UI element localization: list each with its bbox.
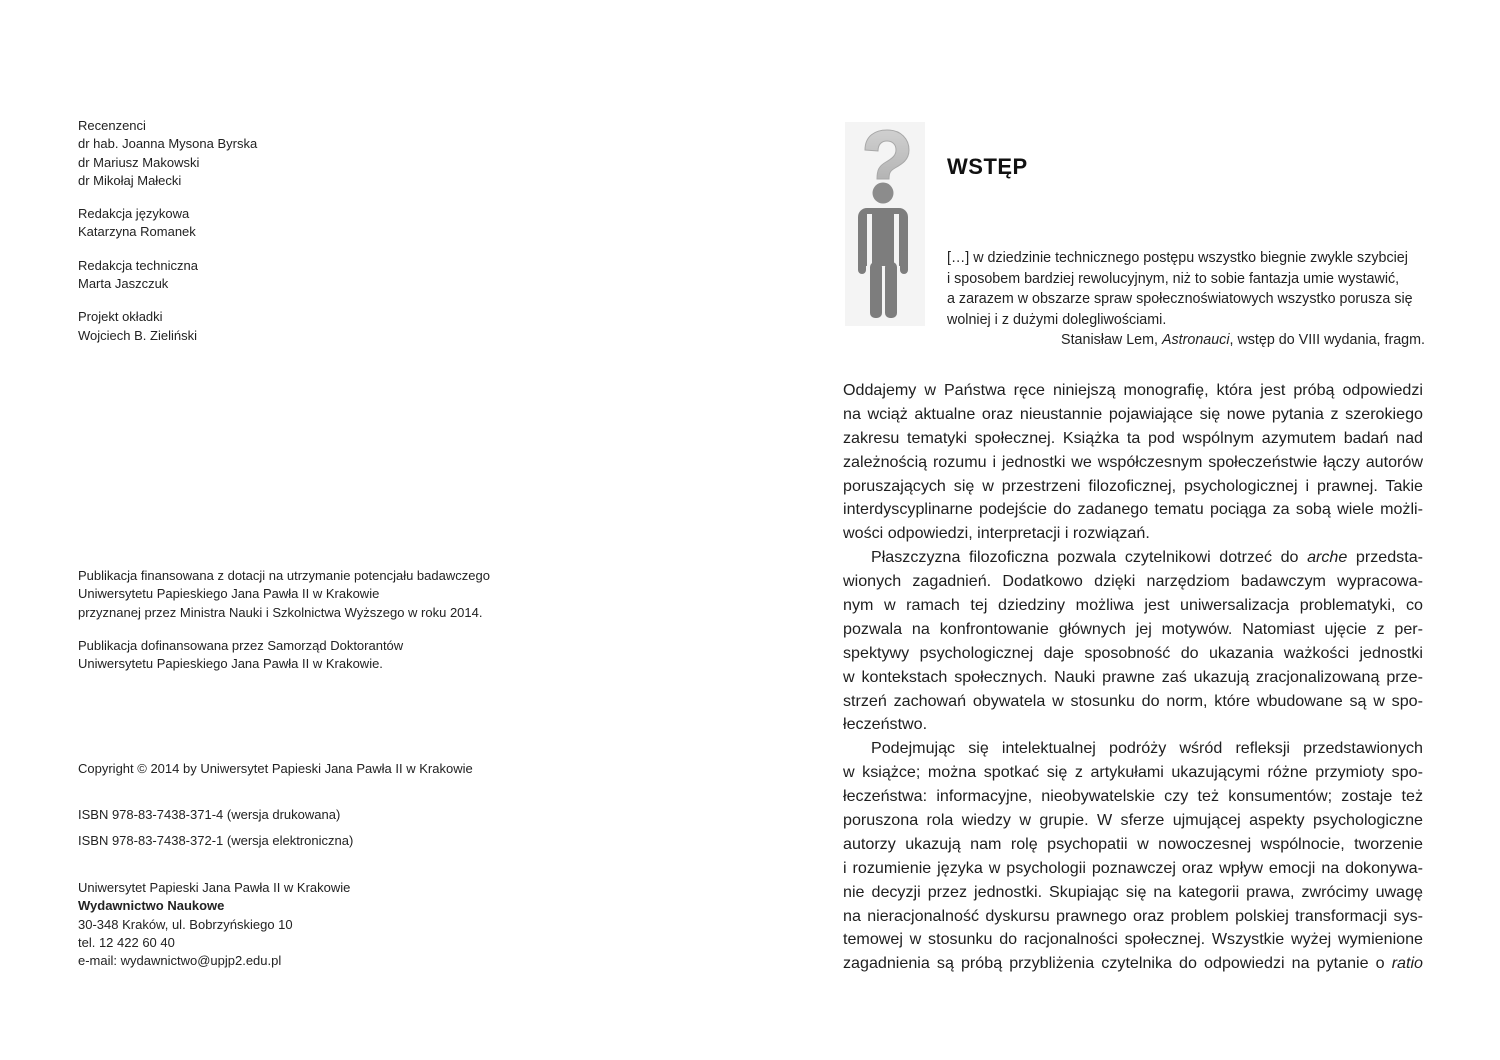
technical-editing-label: Redakcja techniczna <box>78 257 198 273</box>
body-line: w kontekstach społecznych. Nauki prawne zaś ukazują zracjonalizowaną prze- <box>843 667 1423 686</box>
epigraph-author: Stanisław Lem, <box>1061 332 1162 348</box>
body-line: wości odpowiedzi, interpretacji i rozwiązań. <box>843 524 1150 543</box>
body-line: na nieracjonalność dyskursu prawnego oraz problem polskiej transformacji sys- <box>843 906 1423 925</box>
body-line: spektywy psychologicznej daje sposobność do ukazania ważkości jednostki <box>843 643 1423 662</box>
isbn-electronic <box>78 832 598 850</box>
chapter-title: WSTĘP <box>947 154 1028 179</box>
language-editing-block <box>78 205 598 242</box>
body-line: wionych zagadnień. Dodatkowo dzięki narzędziom badawczym wypracowa- <box>843 572 1423 591</box>
italic-term-arche: arche <box>1307 548 1348 567</box>
funding-line: Publikacja finansowana z dotacji na utrzymanie potencjału badawczego <box>78 568 490 583</box>
body-line: poruszona rola wiedzy w grupie. W sferze ujmującej aspekty psychologiczne <box>843 811 1423 830</box>
funding-line: Uniwersytetu Papieskiego Jana Pawła II w Krakowie <box>78 586 380 602</box>
body-line: nym w ramach tej dziedziny możliwa jest uniwersalizacja problematyki, co <box>843 596 1423 615</box>
publisher-info <box>78 879 598 970</box>
body-line: zależnością rozumu i jednostki we współczesnym społeczeństwie łączy autorów <box>843 452 1423 471</box>
body-line: strzeń zachowań obywatela w stosunku do norm, które wbudowane są w spo- <box>843 691 1423 710</box>
cover-design-label: Projekt okładki <box>78 309 163 325</box>
body-line: pozwala na konfrontowanie głównych jej motywów. Natomiast ujęcie z per- <box>843 619 1423 638</box>
body-line: interdyscyplinarne podejście do zadanego tematu pociąga za sobą wiele możli- <box>843 500 1423 519</box>
reviewers-label: Recenzenci <box>78 118 146 133</box>
imprint-credits <box>78 117 598 360</box>
epigraph-attribution <box>947 330 1425 351</box>
publisher-address: 30-348 Kraków, ul. Bobrzyńskiego 10 <box>78 916 293 932</box>
introduction-body <box>843 379 1423 976</box>
body-line-part: zagadnienia są próbą przybliżenia czytelnika do odpowiedzi na pytanie o <box>843 954 1392 973</box>
italic-term-ratio: ratio <box>1391 954 1423 973</box>
question-person-illustration <box>845 122 925 326</box>
body-line-part: Płaszczyzna filozoficzna pozwala czytelnikowi dotrzeć do <box>871 548 1308 567</box>
funding-note-1 <box>78 567 598 622</box>
epigraph-source-title: Astronauci <box>1161 332 1230 348</box>
funding-note-2 <box>78 637 598 674</box>
reviewers-block <box>78 117 598 190</box>
technical-editor-name: Marta Jaszczuk <box>78 276 169 292</box>
language-editor-name: Katarzyna Romanek <box>78 224 196 240</box>
epigraph-line: […] w dziedzinie technicznego postępu wszystko biegnie zwykle szybciej <box>947 250 1408 266</box>
reviewer-name: dr Mariusz Makowski <box>78 154 200 170</box>
body-line: i rozumienie języka w psychologii poznawczej oraz wpływ emocji na dokonywa- <box>843 858 1423 877</box>
body-line: na wciąż aktualne oraz nieustannie pojawiające się nowe pytania z szerokiego <box>843 404 1423 423</box>
publisher-name: Wydawnictwo Naukowe <box>78 898 225 914</box>
epigraph-line: i sposobem bardziej rewolucyjnym, niż to sobie fantazja umie wystawić, <box>947 270 1400 287</box>
body-line: autorzy ukazują nam rolę psychopatii w nowoczesnej wspólnocie, tworzenie <box>843 834 1423 853</box>
body-line: temowej w stosunku do racjonalności społecznej. Wszystkie wyżej wymienione <box>843 930 1423 949</box>
funding-line: Uniwersytetu Papieskiego Jana Pawła II w Krakowie. <box>78 656 383 672</box>
body-line-part: przedsta- <box>1347 548 1424 567</box>
body-line: nie decyzji przez jednostki. Skupiając się na kategorii prawa, zwrócimy uwagę <box>843 882 1423 901</box>
body-line <box>843 952 1423 976</box>
copyright-text: Copyright © 2014 by Uniwersytet Papieski Jana Pawła II w Krakowie <box>78 761 473 776</box>
funding-line: przyznanej przez Ministra Nauki i Szkolnictwa Wyższego w roku 2014. <box>78 604 483 620</box>
body-line: zakresu tematyki społecznej. Książka ta pod wspólnym azymutem badań nad <box>843 428 1423 447</box>
isbn-electronic-text: ISBN 978-83-7438-372-1 (wersja elektroniczna) <box>78 833 354 848</box>
funding-notes <box>78 567 598 688</box>
isbn-print-text: ISBN 978-83-7438-371-4 (wersja drukowana) <box>78 807 341 822</box>
body-line <box>843 546 1423 570</box>
reviewer-name: dr hab. Joanna Mysona Byrska <box>78 136 258 152</box>
question-person-icon <box>845 122 925 326</box>
cover-design-block <box>78 308 598 345</box>
body-line: Oddajemy w Państwa ręce niniejszą monografię, która jest próbą odpowiedzi <box>843 381 1423 399</box>
body-line: poruszających się w przestrzeni filozoficznej, psychologicznej i prawnej. Takie <box>843 476 1423 495</box>
epigraph-line: a zarazem w obszarze spraw społecznoświatowych wszystko porusza się <box>947 291 1413 307</box>
publisher-email: e-mail: wydawnictwo@upjp2.edu.pl <box>78 953 282 969</box>
technical-editing-block <box>78 257 598 294</box>
copyright-notice <box>78 760 598 778</box>
isbn-print <box>78 806 598 824</box>
epigraph <box>947 248 1425 351</box>
language-editing-label: Redakcja językowa <box>78 206 190 222</box>
publisher-phone: tel. 12 422 60 40 <box>78 934 175 950</box>
cover-designer-name: Wojciech B. Zieliński <box>78 327 197 343</box>
epigraph-source-rest: , wstęp do VIII wydania, fragm. <box>1229 332 1425 348</box>
publisher-university: Uniwersytet Papieski Jana Pawła II w Krakowie <box>78 880 351 895</box>
epigraph-line: wolniej i z dużymi dolegliwościami. <box>947 311 1167 328</box>
body-line: łeczeństwo. <box>843 715 928 734</box>
body-line: w książce; można spotkać się z artykułami ukazującymi różne przymioty spo- <box>843 763 1423 782</box>
reviewer-name: dr Mikołaj Małecki <box>78 172 182 188</box>
funding-line: Publikacja dofinansowana przez Samorząd Doktorantów <box>78 637 404 653</box>
body-line: łeczeństwa: informacyjne, nieobywatelskie czy też konsumentów; zostaje też <box>843 787 1423 806</box>
body-line: Podejmując się intelektualnej podróży wśród refleksji przedstawionych <box>871 739 1423 758</box>
